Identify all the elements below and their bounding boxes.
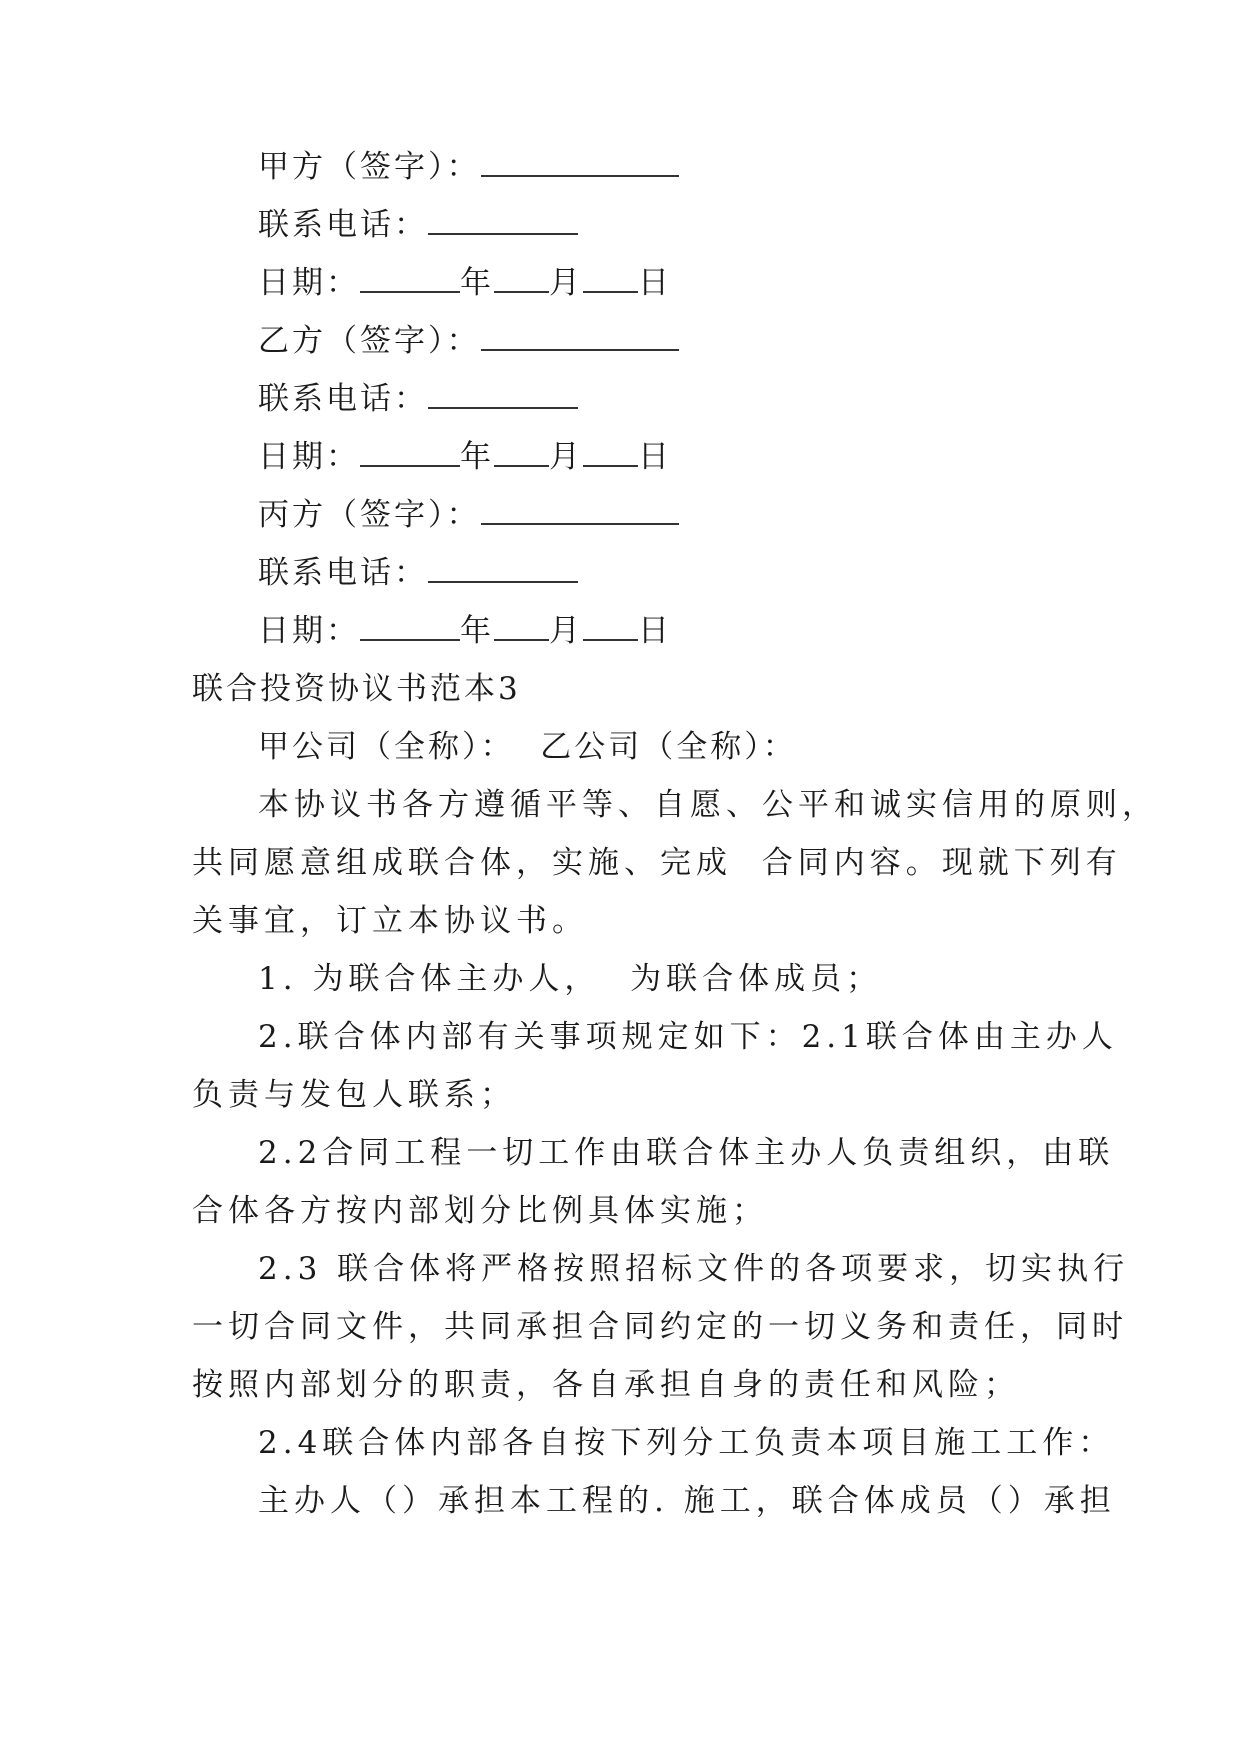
date-label: 日期： [258,439,360,475]
year-blank [360,439,460,467]
month-label: 月 [549,613,583,649]
paragraph-line: 按照内部划分的职责，各自承担自身的责任和风险； [192,1367,1020,1403]
phone-line-c [258,553,578,593]
paragraph-line: 本协议书各方遵循平等、自愿、公平和诚实信用的原则， [258,787,1158,823]
date-line-c [258,611,672,651]
paragraph-line: 共同愿意组成联合体，实施、完成 合同内容。现就下列有 [192,845,1122,881]
paragraph-line: 合体各方按内部划分比例具体实施； [192,1193,768,1229]
paragraph-line: 一切合同文件，共同承担合同约定的一切义务和责任，同时 [192,1309,1128,1345]
year-label: 年 [460,613,494,649]
paragraph-line: 2.3 联合体将严格按照招标文件的各项要求，切实执行 [258,1251,1130,1287]
day-blank [583,439,638,467]
party-b-label: 乙方（签字）： [258,323,481,359]
year-blank [360,265,460,293]
day-label: 日 [638,265,672,301]
paragraph-line: 关事宜，订立本协议书。 [192,903,588,939]
year-label: 年 [460,265,494,301]
date-line-a [258,263,672,303]
paragraph-line: 2.2合同工程一切工作由联合体主办人负责组织，由联 [258,1135,1115,1171]
section-title: 联合投资协议书范本3 [192,671,521,707]
party-a-label: 甲方（签字）： [258,149,481,185]
phone-blank [428,381,578,409]
day-blank [583,265,638,293]
month-label: 月 [549,265,583,301]
day-label: 日 [638,613,672,649]
paragraph-line: 主办人（）承担本工程的. 施工，联合体成员（）承担 [258,1483,1116,1519]
date-label: 日期： [258,265,360,301]
paragraph-line: 负责与发包人联系； [192,1077,516,1113]
signature-blank [481,497,679,525]
signature-party-a [258,147,679,187]
year-label: 年 [460,439,494,475]
day-label: 日 [638,439,672,475]
signature-party-b [258,321,679,361]
phone-label: 联系电话： [258,555,428,591]
month-blank [494,613,549,641]
month-blank [494,265,549,293]
month-blank [494,439,549,467]
phone-line-b [258,379,578,419]
parties-line: 甲公司（全称）： 乙公司（全称）： [258,729,797,765]
paragraph-line: 2.4联合体内部各自按下列分工负责本项目施工工作： [258,1425,1115,1461]
date-label: 日期： [258,613,360,649]
signature-party-c [258,495,679,535]
phone-blank [428,555,578,583]
year-blank [360,613,460,641]
party-c-label: 丙方（签字）： [258,497,481,533]
signature-blank [481,149,679,177]
paragraph-line: 2.联合体内部有关事项规定如下：2.1联合体由主办人 [258,1019,1118,1055]
date-line-b [258,437,672,477]
day-blank [583,613,638,641]
phone-label: 联系电话： [258,381,428,417]
paragraph-line: 1. 为联合体主办人， 为联合体成员； [258,961,883,997]
month-label: 月 [549,439,583,475]
phone-blank [428,207,578,235]
signature-blank [481,323,679,351]
phone-label: 联系电话： [258,207,428,243]
phone-line-a [258,205,578,245]
